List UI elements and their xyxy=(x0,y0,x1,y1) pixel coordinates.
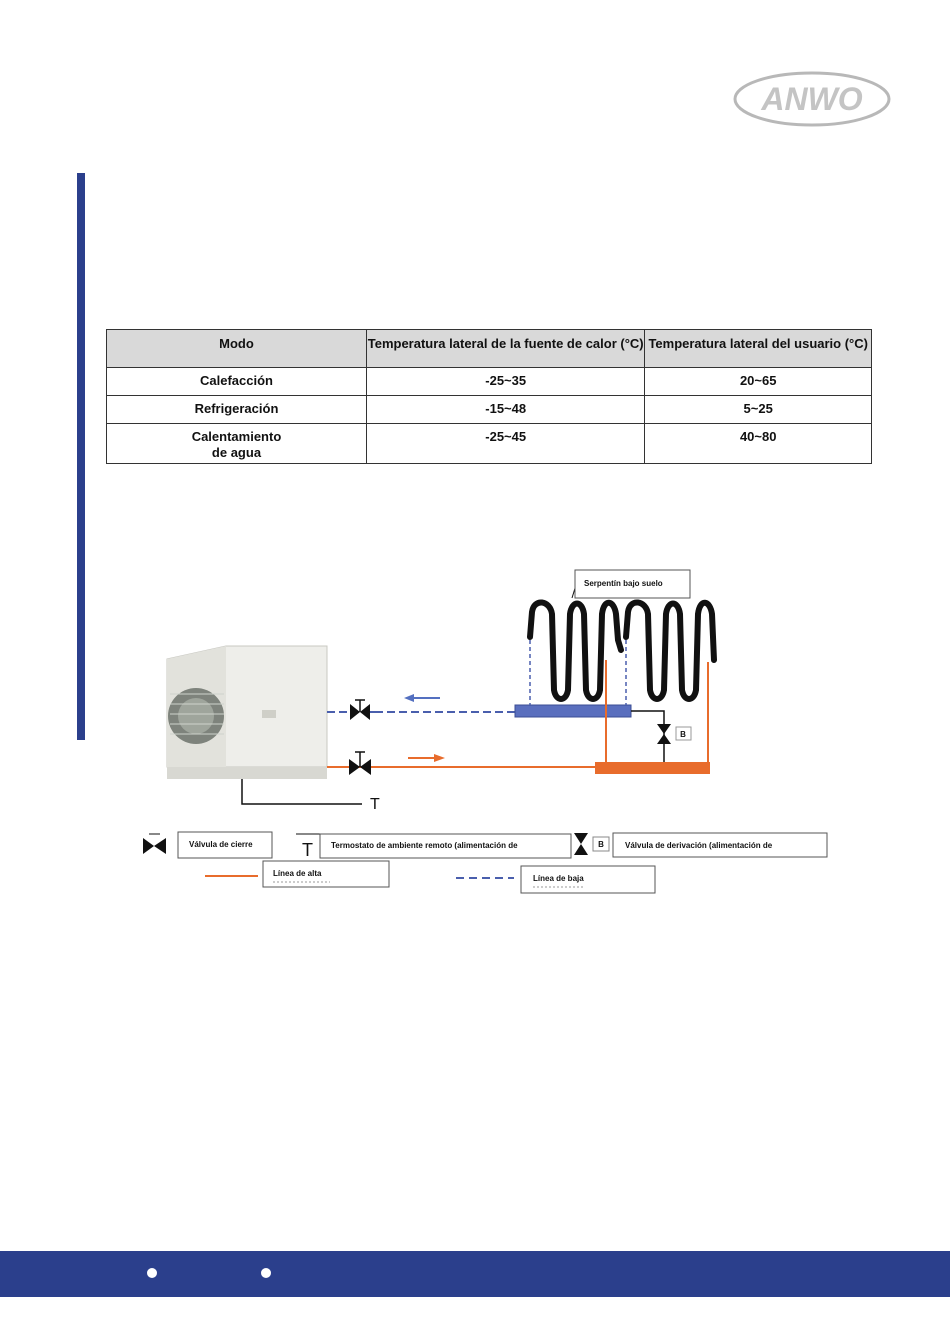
underfloor-coil xyxy=(530,602,714,699)
coil-label: Serpentín bajo suelo xyxy=(584,579,663,588)
legend-low-line: Línea de baja xyxy=(533,874,584,883)
cell-user-range: 40~80 xyxy=(645,424,872,464)
bypass-valve-icon xyxy=(657,724,691,744)
footer-bullet-icon xyxy=(147,1268,157,1278)
cell-mode: Calentamiento de agua xyxy=(107,424,367,464)
legend-bypass-valve: Válvula de derivación (alimentación de xyxy=(625,841,773,850)
legend-shutoff-valve: Válvula de cierre xyxy=(189,840,253,849)
shutoff-valve-icon xyxy=(349,752,371,775)
legend-high-line: Línea de alta xyxy=(273,869,322,878)
hot-manifold xyxy=(595,762,710,774)
cell-source-range: -25~45 xyxy=(366,424,644,464)
heat-pump-unit xyxy=(167,646,327,779)
header-user-temp: Temperatura lateral del usuario (°C) xyxy=(645,330,872,368)
cell-mode: Calefacción xyxy=(107,368,367,396)
svg-text:ANWO: ANWO xyxy=(761,81,863,117)
flow-arrow-right-icon xyxy=(408,754,445,762)
cell-user-range: 20~65 xyxy=(645,368,872,396)
svg-text:B: B xyxy=(598,840,604,849)
cell-mode: Refrigeración xyxy=(107,396,367,424)
legend xyxy=(143,832,827,893)
legend-thermostat: Termostato de ambiente remoto (alimentación de xyxy=(331,841,518,850)
cell-source-range: -15~48 xyxy=(366,396,644,424)
cell-source-range: -25~35 xyxy=(366,368,644,396)
thermostat-symbol: T xyxy=(370,796,380,813)
bypass-valve-legend-icon xyxy=(574,833,609,855)
footer-bullet-icon xyxy=(261,1268,271,1278)
shutoff-valve-icon xyxy=(350,700,370,720)
legend-thermostat-symbol: T xyxy=(302,840,313,860)
header-source-temp: Temperatura lateral de la fuente de calor (°C) xyxy=(366,330,644,368)
svg-text:B: B xyxy=(680,730,686,739)
shutoff-valve-legend-icon xyxy=(143,834,166,854)
flow-arrow-left-icon xyxy=(404,694,440,702)
footer-band xyxy=(0,1251,950,1297)
cold-manifold xyxy=(515,705,631,717)
header-mode: Modo xyxy=(107,330,367,368)
thermostat-wire xyxy=(242,779,362,804)
cell-user-range: 5~25 xyxy=(645,396,872,424)
